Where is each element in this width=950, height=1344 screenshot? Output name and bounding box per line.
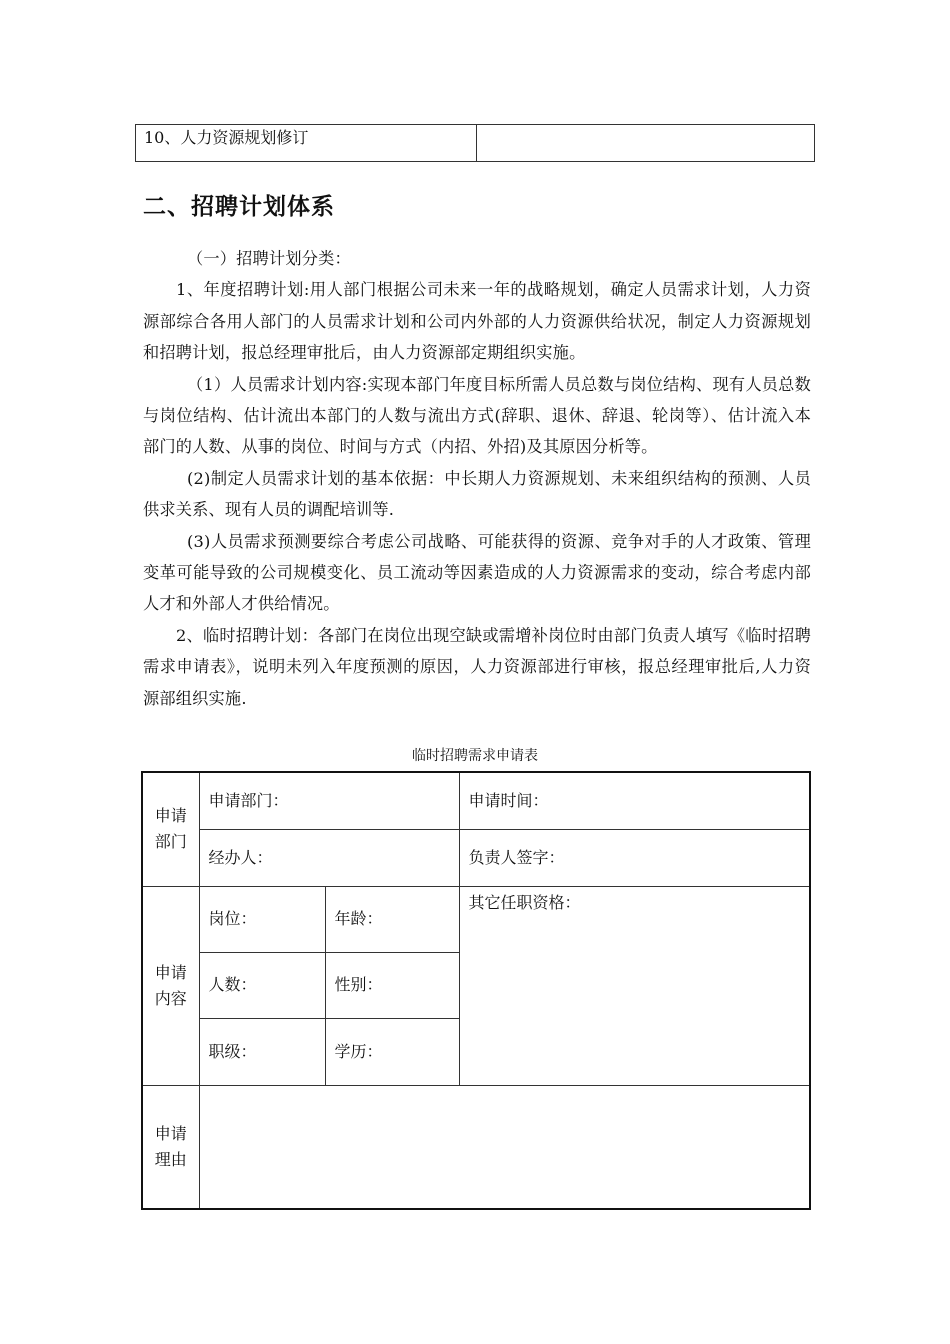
table-cell-value: [477, 125, 815, 162]
top-table: [135, 124, 815, 162]
apply-time-field[interactable]: 申请时间：: [459, 772, 810, 829]
paragraph: (2)制定人员需求计划的基本依据：中长期人力资源规划、未来组织结构的预测、人员供求关系、现有人员的调配培训等.: [143, 468, 811, 520]
paragraph: (3)人员需求预测要综合考虑公司战略、可能获得的资源、竞争对手的人才政策、管理变革可能导致的公司规模变化、员工流动等因素造成的人力资源需求的变动，综合考虑内部人才和外部人才供给情况。: [143, 531, 811, 614]
reason-field[interactable]: [199, 1085, 810, 1209]
application-form-table: [141, 771, 811, 1210]
table-row: [142, 886, 810, 952]
position-field[interactable]: 岗位：: [199, 886, 325, 952]
table-cell-label: 10、人力资源规划修订: [136, 125, 477, 162]
education-field[interactable]: 学历：: [325, 1018, 459, 1085]
paragraph-subheading: （一）招聘计划分类：: [187, 249, 351, 268]
paragraph: 2、临时招聘计划：各部门在岗位出现空缺或需增补岗位时由部门负责人填写《临时招聘需求申请表》，说明未列入年度预测的原因，人力资源部进行审核，报总经理审批后,人力资源部组织实施.: [143, 625, 811, 708]
level-field[interactable]: 职级：: [199, 1018, 325, 1085]
paragraph: 1、年度招聘计划:用人部门根据公司未来一年的战略规划，确定人员需求计划，人力资源部综合各用人部门的人员需求计划和公司内外部的人力资源供给状况，制定人力资源规划和招聘计划，报总经理审批后，由人力资源部定期组织实施。: [143, 280, 811, 363]
form-caption: 临时招聘需求申请表: [412, 748, 538, 764]
table-row: [136, 125, 815, 162]
section-title: 二、招聘计划体系: [143, 194, 335, 220]
dept-group-label-text: 申请 部门: [154, 806, 187, 852]
content-group-label-text: 申请 内容: [154, 962, 187, 1008]
reason-group-label: [142, 1085, 199, 1209]
table-row: [142, 829, 810, 886]
age-field[interactable]: 年龄：: [325, 886, 459, 952]
other-qualifications-field[interactable]: 其它任职资格：: [459, 886, 810, 1085]
table-row: [142, 772, 810, 829]
reason-group-label-text: 申请 理由: [154, 1123, 187, 1169]
apply-dept-field[interactable]: 申请部门：: [199, 772, 459, 829]
body-text: [143, 243, 811, 714]
dept-group-label: [142, 772, 199, 886]
paragraph: （1）人员需求计划内容:实现本部门年度目标所需人员总数与岗位结构、现有人员总数与岗位结构、估计流出本部门的人数与流出方式(辞职、退休、辞退、轮岗等）、估计流入本部门的人数、从事的岗位、时间与方式（内招、外招)及其原因分析等。: [143, 374, 811, 457]
leader-sign-field[interactable]: 负责人签字：: [459, 829, 810, 886]
handler-field[interactable]: 经办人：: [199, 829, 459, 886]
gender-field[interactable]: 性别：: [325, 952, 459, 1018]
content-group-label: [142, 886, 199, 1085]
table-row: [142, 1085, 810, 1209]
headcount-field[interactable]: 人数：: [199, 952, 325, 1018]
